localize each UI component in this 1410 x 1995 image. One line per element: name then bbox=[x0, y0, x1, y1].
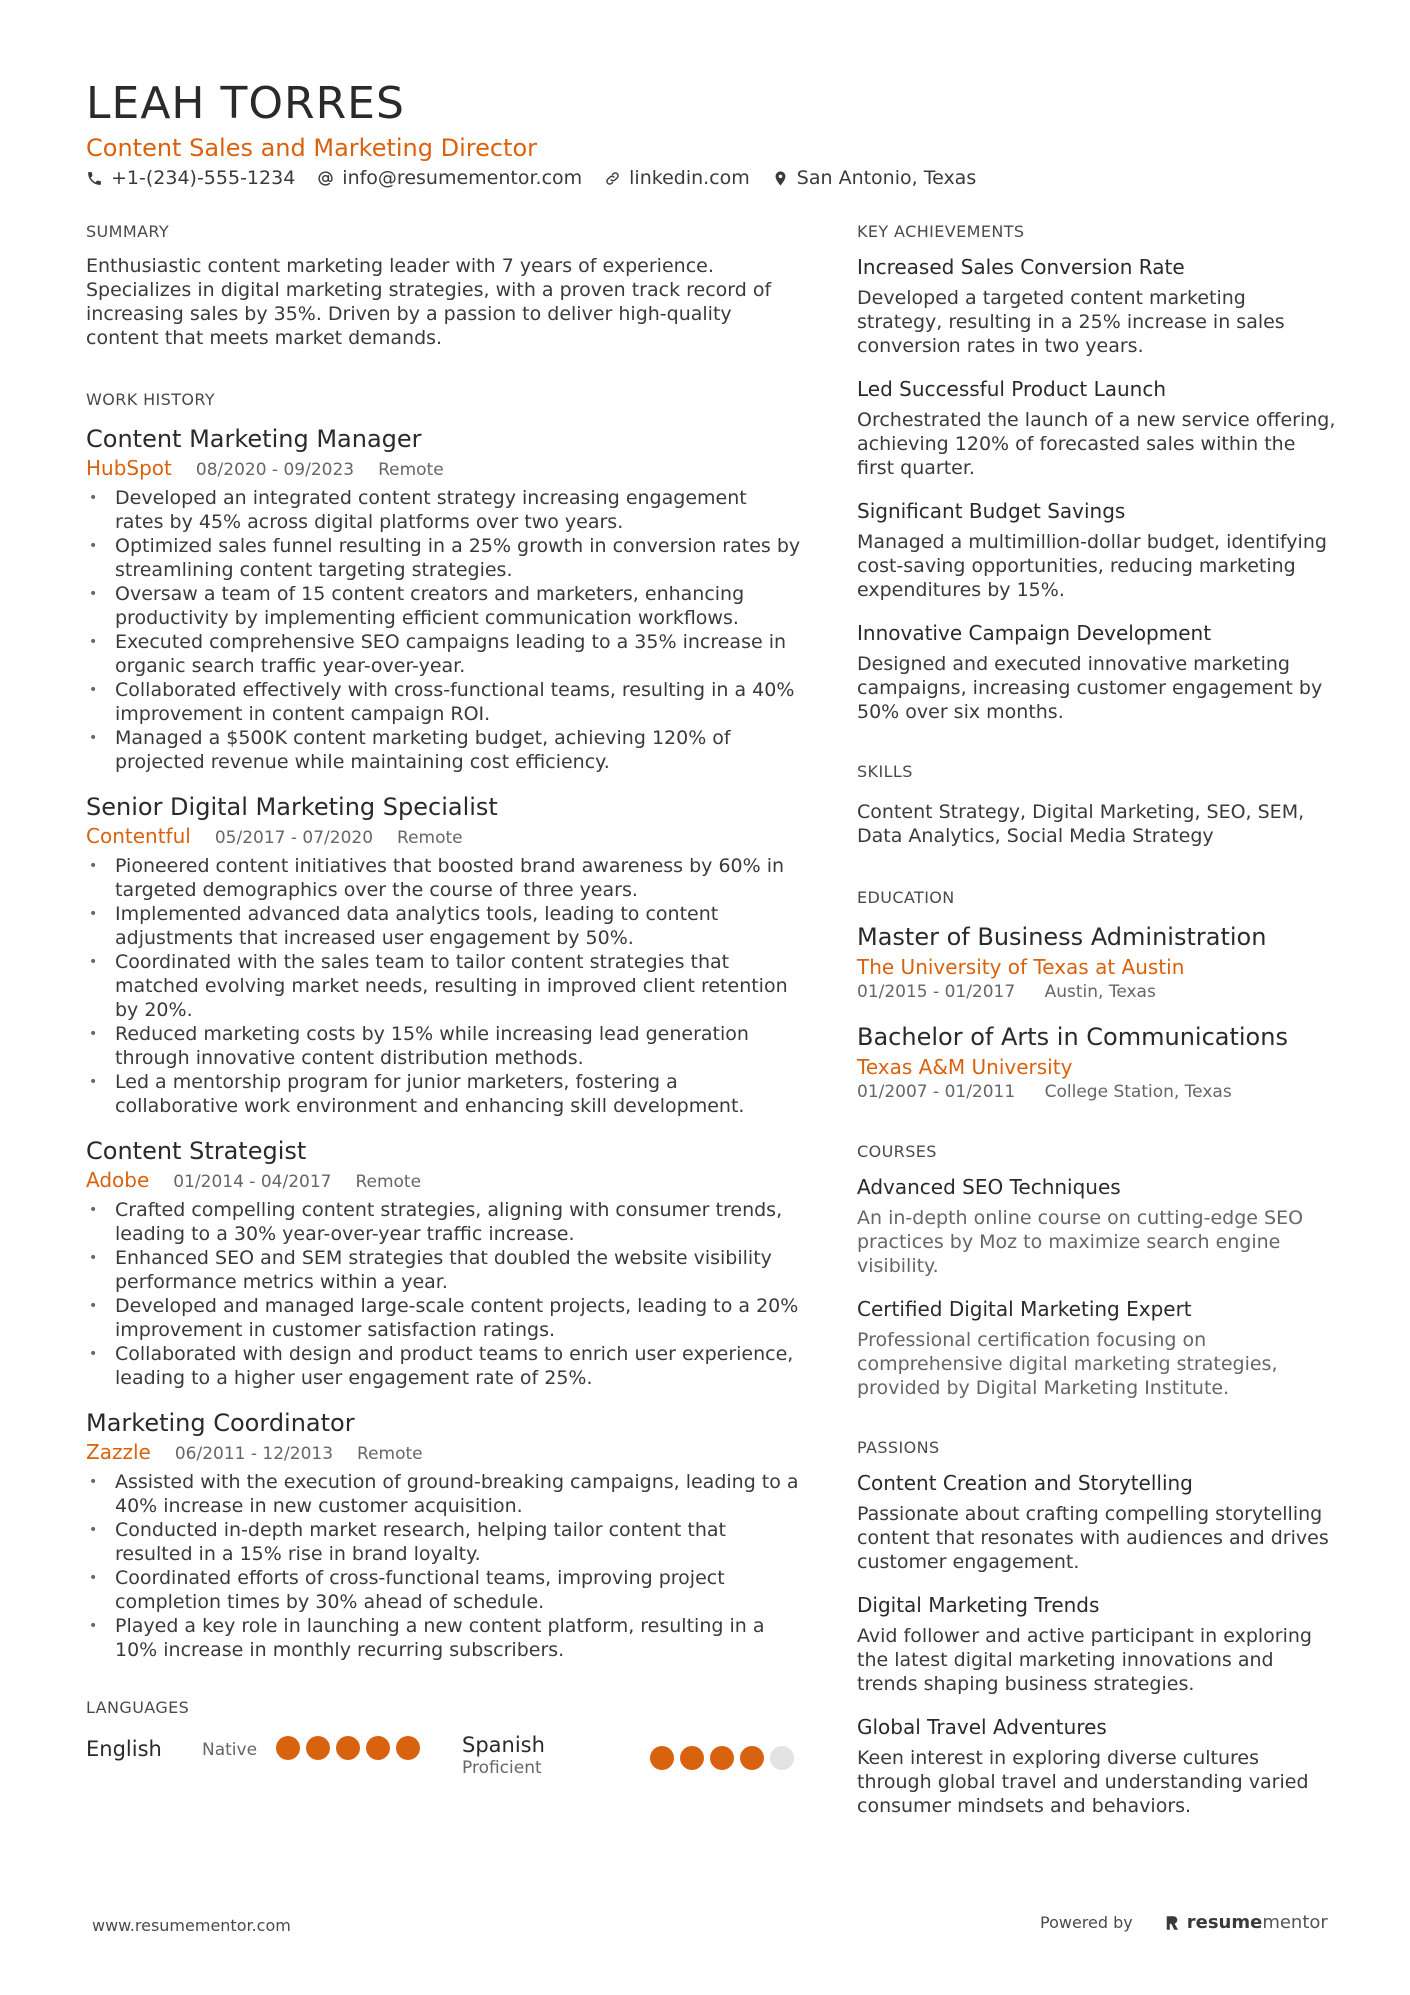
achievement-title: Significant Budget Savings bbox=[857, 499, 1126, 523]
job-location: Remote bbox=[378, 460, 444, 480]
left-column bbox=[86, 222, 801, 1778]
education-heading: EDUCATION bbox=[857, 888, 955, 907]
at-icon bbox=[317, 170, 334, 187]
job-bullet: • Enhanced SEO and SEM strategies that doubled the website visibility performance metrics within a year. bbox=[86, 1246, 801, 1294]
education-school: The University of Texas at Austin bbox=[857, 955, 1185, 979]
job-bullet: • Led a mentorship program for junior marketers, fostering a collaborative work environment and enhancing skill development. bbox=[86, 1070, 801, 1118]
language-name: English bbox=[86, 1737, 162, 1761]
job-bullet: • Assisted with the execution of ground-breaking campaigns, leading to a 40% increase in new customer acquisition. bbox=[86, 1470, 801, 1518]
job-company: Zazzle bbox=[86, 1440, 151, 1464]
job-location: Remote bbox=[397, 828, 463, 848]
course-desc: Professional certification focusing on comprehensive digital marketing strategies, provided by Digital Marketing Institute. bbox=[857, 1329, 1278, 1399]
achievement-item bbox=[857, 376, 1337, 480]
skills-heading: SKILLS bbox=[857, 762, 913, 781]
job-company: Adobe bbox=[86, 1168, 150, 1192]
course-item bbox=[857, 1174, 1337, 1278]
education-degree: Bachelor of Arts in Communications bbox=[857, 1023, 1288, 1051]
contact-linkedin-text[interactable]: linkedin.com bbox=[629, 167, 750, 189]
language-item bbox=[462, 1732, 800, 1778]
brand-text-bold: resume bbox=[1186, 1912, 1263, 1933]
rating-dot-filled bbox=[680, 1746, 704, 1770]
languages-list bbox=[86, 1732, 801, 1778]
job-entry bbox=[86, 1136, 801, 1390]
achievement-desc: Orchestrated the launch of a new service offering, achieving 120% of forecasted sales within the first quarter. bbox=[857, 409, 1336, 479]
job-meta bbox=[86, 1168, 801, 1194]
passion-title: Content Creation and Storytelling bbox=[857, 1471, 1193, 1495]
job-bullet: • Crafted compelling content strategies, aligning with consumer trends, leading to a 30% year-over-year traffic increase. bbox=[86, 1198, 801, 1246]
education-location: College Station, Texas bbox=[1044, 1082, 1232, 1102]
achievement-item bbox=[857, 498, 1337, 602]
achievement-item bbox=[857, 254, 1337, 358]
contact-phone-text: +1-(234)-555-1234 bbox=[111, 167, 296, 189]
education-section bbox=[857, 888, 1337, 1104]
contact-location bbox=[772, 167, 976, 189]
achievement-desc: Managed a multimillion-dollar budget, identifying cost-saving opportunities, reducing marketing expenditures by 15%. bbox=[857, 531, 1327, 601]
contact-linkedin[interactable] bbox=[604, 167, 750, 189]
job-bullet: • Implemented advanced data analytics tools, leading to content adjustments that increased user engagement by 50%. bbox=[86, 902, 801, 950]
passion-title: Digital Marketing Trends bbox=[857, 1593, 1100, 1617]
job-dates: 05/2017 - 07/2020 bbox=[214, 828, 374, 848]
job-title: Senior Digital Marketing Specialist bbox=[86, 793, 498, 821]
education-item bbox=[857, 922, 1337, 1004]
job-bullets bbox=[86, 486, 801, 774]
rating-dot-filled bbox=[740, 1746, 764, 1770]
language-rating bbox=[650, 1732, 800, 1770]
phone-icon bbox=[86, 170, 103, 187]
right-column bbox=[857, 222, 1337, 1818]
courses-heading: COURSES bbox=[857, 1142, 937, 1161]
achievement-desc: Developed a targeted content marketing strategy, resulting in a 25% increase in sales conversion rates in two years. bbox=[857, 287, 1285, 357]
passion-desc: Passionate about crafting compelling storytelling content that resonates with audiences and drives customer engagement. bbox=[857, 1503, 1329, 1573]
summary-text: Enthusiastic content marketing leader with 7 years of experience. Specializes in digital marketing strategies, with a proven track record of increasing sales by 35%. Driven by a passion to deliver high-quality content that meets market demands. bbox=[86, 255, 772, 349]
job-meta bbox=[86, 1440, 801, 1466]
rating-dot-filled bbox=[276, 1736, 300, 1760]
job-dates: 01/2014 - 04/2017 bbox=[173, 1172, 332, 1192]
language-level: Proficient bbox=[462, 1758, 542, 1778]
course-title: Advanced SEO Techniques bbox=[857, 1175, 1121, 1199]
job-bullet: • Played a key role in launching a new content platform, resulting in a 10% increase in monthly recurring subscribers. bbox=[86, 1614, 801, 1662]
contact-phone bbox=[86, 167, 295, 189]
skills-text: Content Strategy, Digital Marketing, SEO, SEM, Data Analytics, Social Media Strategy bbox=[857, 801, 1305, 847]
passion-desc: Avid follower and active participant in exploring the latest digital marketing innovations and trends shaping business strategies. bbox=[857, 1625, 1312, 1695]
job-bullet: • Optimized sales funnel resulting in a 25% growth in conversion rates by streamlining content targeting strategies. bbox=[86, 534, 801, 582]
brand-logo[interactable] bbox=[1163, 1912, 1328, 1933]
candidate-role: Content Sales and Marketing Director bbox=[86, 134, 538, 162]
passion-desc: Keen interest in exploring diverse cultures through global travel and understanding varied consumer mindsets and behaviors. bbox=[857, 1747, 1309, 1817]
rating-dot-filled bbox=[366, 1736, 390, 1760]
course-item bbox=[857, 1296, 1337, 1400]
job-company: Contentful bbox=[86, 824, 191, 848]
job-title: Content Strategist bbox=[86, 1137, 307, 1165]
summary-heading: SUMMARY bbox=[86, 222, 170, 241]
course-title: Certified Digital Marketing Expert bbox=[857, 1297, 1192, 1321]
brand-text-light: mentor bbox=[1262, 1912, 1328, 1933]
language-text bbox=[462, 1732, 650, 1778]
job-bullet: • Coordinated with the sales team to tailor content strategies that matched evolving market needs, resulting in improved client retention by 20%. bbox=[86, 950, 801, 1022]
job-bullets bbox=[86, 1470, 801, 1662]
job-dates: 08/2020 - 09/2023 bbox=[195, 460, 355, 480]
passion-item bbox=[857, 1592, 1337, 1696]
rating-dot-filled bbox=[710, 1746, 734, 1770]
job-title: Marketing Coordinator bbox=[86, 1409, 355, 1437]
job-bullet: • Reduced marketing costs by 15% while increasing lead generation through innovative content distribution methods. bbox=[86, 1022, 801, 1070]
job-bullet: • Collaborated effectively with cross-functional teams, resulting in a 40% improvement in content campaign ROI. bbox=[86, 678, 801, 726]
job-title: Content Marketing Manager bbox=[86, 425, 422, 453]
language-rating bbox=[276, 1732, 426, 1760]
link-icon bbox=[604, 170, 621, 187]
passions-section bbox=[857, 1438, 1337, 1818]
language-level: Native bbox=[202, 1740, 258, 1760]
resumementor-logo-icon bbox=[1163, 1914, 1181, 1932]
job-dates: 06/2011 - 12/2013 bbox=[174, 1444, 334, 1464]
candidate-name: LEAH TORRES bbox=[86, 78, 405, 129]
contact-location-text: San Antonio, Texas bbox=[796, 167, 977, 189]
language-item bbox=[86, 1732, 462, 1778]
job-bullets bbox=[86, 854, 801, 1118]
job-entry bbox=[86, 424, 801, 774]
courses-section bbox=[857, 1142, 1337, 1400]
education-location: Austin, Texas bbox=[1044, 982, 1156, 1002]
skills-section bbox=[857, 762, 1337, 848]
job-bullet: • Developed an integrated content strategy increasing engagement rates by 45% across digital platforms over two years. bbox=[86, 486, 801, 534]
location-pin-icon bbox=[772, 170, 789, 187]
job-bullet: • Conducted in-depth market research, helping tailor content that resulted in a 15% rise in brand loyalty. bbox=[86, 1518, 801, 1566]
education-degree: Master of Business Administration bbox=[857, 923, 1267, 951]
job-bullet: • Pioneered content initiatives that boosted brand awareness by 60% in targeted demographics over the course of three years. bbox=[86, 854, 801, 902]
passion-item bbox=[857, 1470, 1337, 1574]
job-entry bbox=[86, 1408, 801, 1662]
education-item bbox=[857, 1022, 1337, 1104]
passion-title: Global Travel Adventures bbox=[857, 1715, 1107, 1739]
contact-bar bbox=[86, 165, 998, 191]
achievement-title: Increased Sales Conversion Rate bbox=[857, 255, 1185, 279]
job-meta bbox=[86, 824, 801, 850]
achievement-desc: Designed and executed innovative marketing campaigns, increasing customer engagement by 50% over six months. bbox=[857, 653, 1323, 723]
rating-dot-filled bbox=[650, 1746, 674, 1770]
job-bullet: • Coordinated efforts of cross-functional teams, improving project completion times by 30% ahead of schedule. bbox=[86, 1566, 801, 1614]
job-company: HubSpot bbox=[86, 456, 172, 480]
powered-by-label: Powered by bbox=[1040, 1913, 1133, 1932]
achievements-section bbox=[857, 222, 1337, 724]
languages-heading: LANGUAGES bbox=[86, 1698, 190, 1717]
job-bullet: • Oversaw a team of 15 content creators and marketers, enhancing productivity by implementing efficient communication workflows. bbox=[86, 582, 801, 630]
footer-brand bbox=[1040, 1912, 1328, 1933]
achievements-heading: KEY ACHIEVEMENTS bbox=[857, 222, 1025, 241]
rating-dot-filled bbox=[336, 1736, 360, 1760]
contact-email[interactable] bbox=[317, 167, 582, 189]
languages-section bbox=[86, 1698, 801, 1778]
contact-email-text[interactable]: info@resumementor.com bbox=[342, 167, 583, 189]
course-desc: An in-depth online course on cutting-edge SEO practices by Moz to maximize search engine visibility. bbox=[857, 1207, 1304, 1277]
job-location: Remote bbox=[357, 1444, 423, 1464]
job-bullets bbox=[86, 1198, 801, 1390]
education-school: Texas A&M University bbox=[857, 1055, 1073, 1079]
education-meta bbox=[857, 980, 1337, 1004]
job-bullet: • Executed comprehensive SEO campaigns leading to a 35% increase in organic search traffic year-over-year. bbox=[86, 630, 801, 678]
rating-dot-filled bbox=[396, 1736, 420, 1760]
rating-dot-empty bbox=[770, 1746, 794, 1770]
language-name: Spanish bbox=[462, 1733, 545, 1757]
passion-item bbox=[857, 1714, 1337, 1818]
summary-section bbox=[86, 222, 801, 350]
footer-website[interactable]: www.resumementor.com bbox=[92, 1916, 291, 1935]
job-bullet: • Developed and managed large-scale content projects, leading to a 20% improvement in customer satisfaction ratings. bbox=[86, 1294, 801, 1342]
work-history-heading: WORK HISTORY bbox=[86, 390, 216, 409]
education-meta bbox=[857, 1080, 1337, 1104]
achievement-title: Innovative Campaign Development bbox=[857, 621, 1212, 645]
job-bullet: • Collaborated with design and product teams to enrich user experience, leading to a higher user engagement rate of 25%. bbox=[86, 1342, 801, 1390]
education-dates: 01/2015 - 01/2017 bbox=[857, 982, 1016, 1002]
work-history-section bbox=[86, 390, 801, 1662]
job-entry bbox=[86, 792, 801, 1118]
job-meta bbox=[86, 456, 801, 482]
achievement-item bbox=[857, 620, 1337, 724]
job-location: Remote bbox=[355, 1172, 422, 1192]
rating-dot-filled bbox=[306, 1736, 330, 1760]
passions-heading: PASSIONS bbox=[857, 1438, 940, 1457]
achievement-title: Led Successful Product Launch bbox=[857, 377, 1167, 401]
education-dates: 01/2007 - 01/2011 bbox=[857, 1082, 1016, 1102]
job-bullet: • Managed a $500K content marketing budget, achieving 120% of projected revenue while maintaining cost efficiency. bbox=[86, 726, 801, 774]
